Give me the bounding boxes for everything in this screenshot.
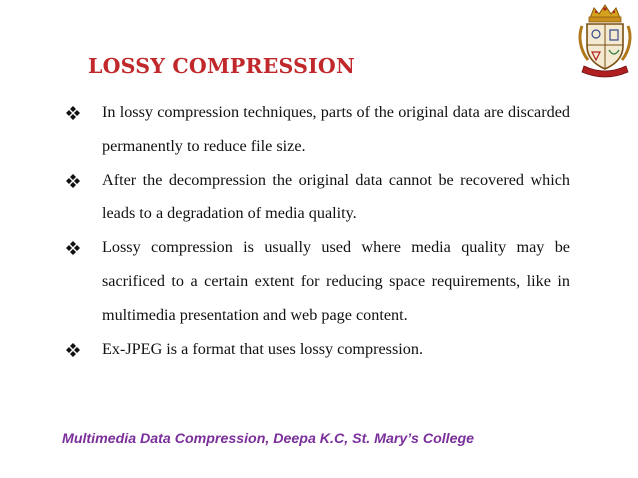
four-diamond-bullet-icon bbox=[66, 241, 80, 255]
college-crest-logo bbox=[576, 2, 634, 78]
bullet-item bbox=[66, 333, 570, 367]
bullet-item bbox=[66, 164, 570, 232]
four-diamond-bullet-icon bbox=[66, 343, 80, 357]
bullet-text: Ex-JPEG is a format that uses lossy compression. bbox=[102, 339, 424, 358]
slide-footer: Multimedia Data Compression, Deepa K.C, St. Mary’s College bbox=[62, 431, 475, 447]
slide-title: LOSSY COMPRESSION bbox=[88, 54, 355, 78]
four-diamond-bullet-icon bbox=[66, 174, 80, 188]
bullet-text: Lossy compression is usually used where media quality may be sacrificed to a certain extent for reducing space requirements, like in multimedia presentation and web page content. bbox=[102, 238, 570, 324]
bullet-list bbox=[66, 96, 570, 366]
bullet-item bbox=[66, 231, 570, 332]
bullet-text: In lossy compression techniques, parts of the original data are discarded permanently to reduce file size. bbox=[102, 103, 570, 155]
bullet-item bbox=[66, 96, 570, 164]
four-diamond-bullet-icon bbox=[66, 106, 80, 120]
bullet-text: After the decompression the original data cannot be recovered which leads to a degradation of media quality. bbox=[102, 170, 570, 223]
